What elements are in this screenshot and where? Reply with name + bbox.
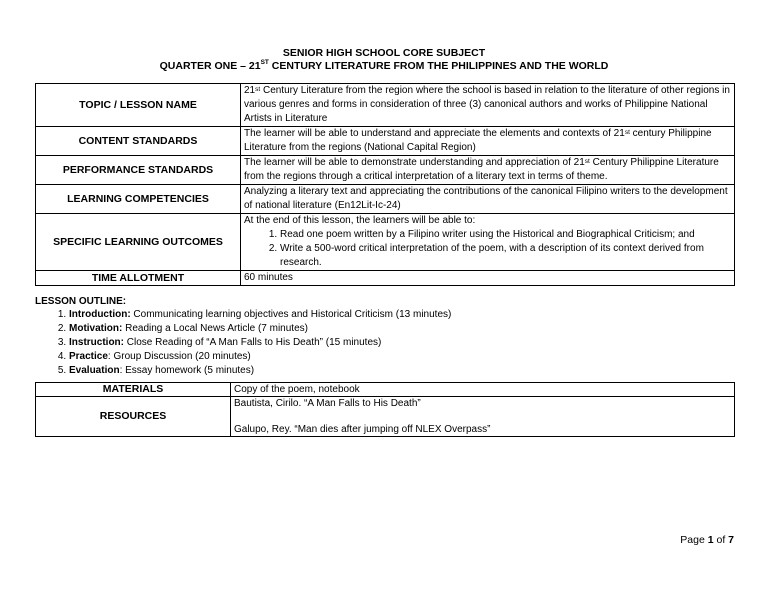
of-word: of <box>713 534 729 546</box>
performance-standards-row <box>36 156 735 185</box>
document-quarter-heading <box>0 60 768 72</box>
learning-outcome-item: 1. Read one poem written by a Filipino writer using the Historical and Biographical Criticism; and <box>280 228 731 242</box>
topic-value-post: Century Literature from the region where the school is based in relation to the literature of other regions in various genres and forms in consideration of three (3) canonical authors and works of Philippine National Artists in Literature <box>244 85 730 124</box>
learning-competencies-label: LEARNING COMPETENCIES <box>36 185 241 214</box>
page-current: 1 <box>707 534 714 546</box>
outline-item-term: Introduction: <box>69 309 131 320</box>
outline-item <box>69 350 451 364</box>
resource-item: Bautista, Cirilo. “A Man Falls to His Death” <box>234 398 421 409</box>
materials-row <box>36 383 735 397</box>
materials-value: Copy of the poem, notebook <box>231 383 735 397</box>
learning-outcomes-label: SPECIFIC LEARNING OUTCOMES <box>36 214 241 271</box>
performance-standards-value <box>241 156 735 185</box>
topic-row <box>36 84 735 127</box>
outline-item <box>69 322 451 336</box>
learning-outcome-item: 2. Write a 500-word critical interpretation of the poem, with a description of its context derived from research. <box>280 242 731 270</box>
learning-competencies-value: Analyzing a literary text and appreciating the contributions of the canonical Filipino writers to the development of national literature (En12Lit-Ic-24) <box>241 185 735 214</box>
outline-item-term: Evaluation <box>69 365 120 376</box>
time-allotment-value: 60 minutes <box>241 271 735 286</box>
document-subject-heading: SENIOR HIGH SCHOOL CORE SUBJECT <box>282 47 486 59</box>
learning-outcomes-row <box>36 214 735 271</box>
resources-label: RESOURCES <box>36 397 231 437</box>
performance-value-pre: The learner will be able to demonstrate understanding and appreciation of 21 <box>244 157 585 168</box>
quarter-heading-prefix: QUARTER ONE – 21 <box>159 60 261 72</box>
content-standards-value <box>241 127 735 156</box>
outline-item-text: Communicating learning objectives and Historical Criticism (13 minutes) <box>130 309 452 320</box>
materials-label: MATERIALS <box>36 383 231 397</box>
learning-outcomes-value <box>241 214 735 271</box>
lesson-outline-list <box>35 308 451 378</box>
resources-value <box>231 397 735 437</box>
performance-value-sup: st <box>584 158 590 165</box>
time-allotment-label: TIME ALLOTMENT <box>36 271 241 286</box>
learning-competencies-row <box>36 185 735 214</box>
resource-item: Galupo, Rey. “Man dies after jumping off NLEX Overpass” <box>234 424 491 435</box>
lesson-outline-heading: LESSON OUTLINE: <box>35 296 127 307</box>
content-value-post: century Philippine Literature from the regions (National Capital Region) <box>244 128 712 153</box>
outline-item-text: Reading a Local News Article (7 minutes) <box>122 323 308 334</box>
quarter-heading-sup: ST <box>260 59 269 66</box>
resources-row <box>36 397 735 437</box>
lesson-overview-table <box>35 83 735 286</box>
learning-outcomes-list <box>244 228 731 270</box>
topic-label: TOPIC / LESSON NAME <box>36 84 241 127</box>
topic-value-pre: 21 <box>244 85 256 96</box>
outline-item-text: : Group Discussion (20 minutes) <box>107 351 251 362</box>
topic-value <box>241 84 735 127</box>
outline-item <box>69 364 451 378</box>
outline-item-text: : Essay homework (5 minutes) <box>119 365 255 376</box>
content-value-pre: The learner will be able to understand and appreciate the elements and contexts of 21 <box>244 128 625 139</box>
performance-standards-label: PERFORMANCE STANDARDS <box>36 156 241 185</box>
time-allotment-row <box>36 271 735 286</box>
outline-item-term: Instruction: <box>69 337 124 348</box>
outline-item-term: Motivation: <box>69 323 123 334</box>
performance-value-post: Century Philippine Literature from the regions through a critical interpretation of a literary text in terms of theme. <box>244 157 719 182</box>
outline-item-term: Practice <box>69 351 108 362</box>
content-standards-row <box>36 127 735 156</box>
learning-outcomes-intro: At the end of this lesson, the learners will be able to: <box>244 215 476 226</box>
content-standards-label: CONTENT STANDARDS <box>36 127 241 156</box>
page-total: 7 <box>728 534 734 546</box>
content-value-sup: st <box>624 129 630 136</box>
outline-item <box>69 308 451 322</box>
quarter-heading-suffix: CENTURY LITERATURE FROM THE PHILIPPINES AND THE WORLD <box>268 60 609 72</box>
page-number <box>680 534 734 546</box>
outline-item-text: Close Reading of “A Man Falls to His Death” (15 minutes) <box>124 337 382 348</box>
outline-item <box>69 336 451 350</box>
lesson-outline <box>35 296 451 378</box>
page-word: Page <box>680 534 708 546</box>
materials-resources-table <box>35 382 735 437</box>
topic-value-sup: st <box>255 86 261 93</box>
